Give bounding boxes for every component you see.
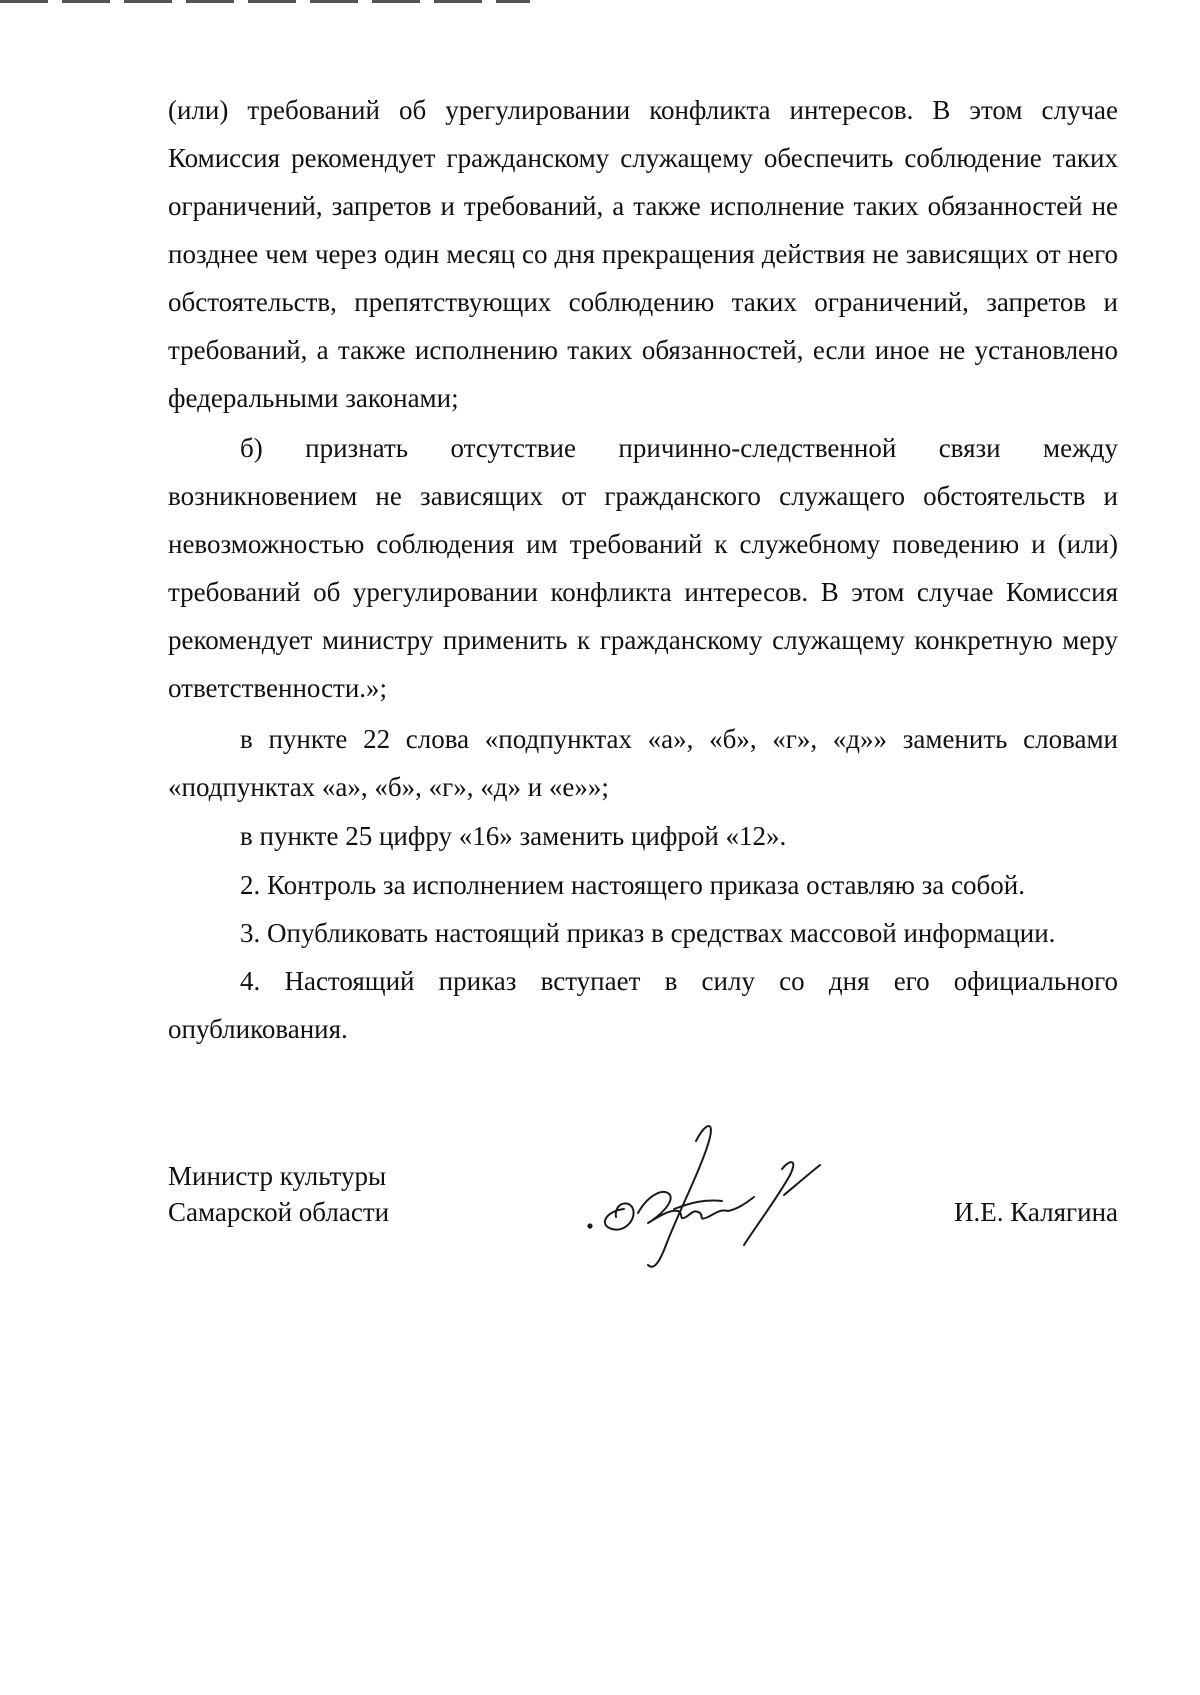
handwritten-signature-icon	[578, 1113, 828, 1273]
document-body	[168, 86, 1118, 1053]
paragraph-point-22: в пункте 22 слова «подпунктах «а», «б», «г», «д»» заменить словами «подпунктах «а», «б», «г», «д» и «е»»;	[168, 724, 1118, 802]
scan-edge-line	[0, 0, 530, 3]
paragraph-item-4: 4. Настоящий приказ вступает в силу со дня его официального опубликования.	[168, 966, 1118, 1044]
paragraph-item-3: 3. Опубликовать настоящий приказ в средствах массовой информации.	[240, 918, 1056, 948]
paragraph-point-25: в пункте 25 цифру «16» заменить цифрой «12».	[240, 821, 787, 851]
signature-block	[168, 1158, 1118, 1278]
signer-position	[168, 1158, 389, 1230]
position-line-1: Министр культуры	[168, 1161, 387, 1191]
paragraph-subitem-b: б) признать отсутствие причинно-следственной связи между возникновением не зависящих от гражданского служащего обстоятельств и невозможностью соблюдения им требований к служебному поведению и (или) требований об урегулировании конфликта интересов. В этом случае Комиссия рекомендует министру применить к гражданскому служащему конкретную меру ответственности.»;	[168, 433, 1118, 703]
signer-name: И.Е. Калягина	[954, 1197, 1118, 1227]
paragraph-continuation: (или) требований об урегулировании конфликта интересов. В этом случае Комиссия рекомендует гражданскому служащему обеспечить соблюдение таких ограничений, запретов и требований, а также исполнение таких обязанностей не позднее чем через один месяц со дня прекращения действия не зависящих от него обстоятельств, препятствующих соблюдению таких ограничений, запретов и требований, а также исполнению таких обязанностей, если иное не установлено федеральными законами;	[168, 95, 1118, 413]
position-line-2: Самарской области	[168, 1197, 390, 1227]
paragraph-item-2: 2. Контроль за исполнением настоящего приказа оставляю за собой.	[240, 870, 1025, 900]
